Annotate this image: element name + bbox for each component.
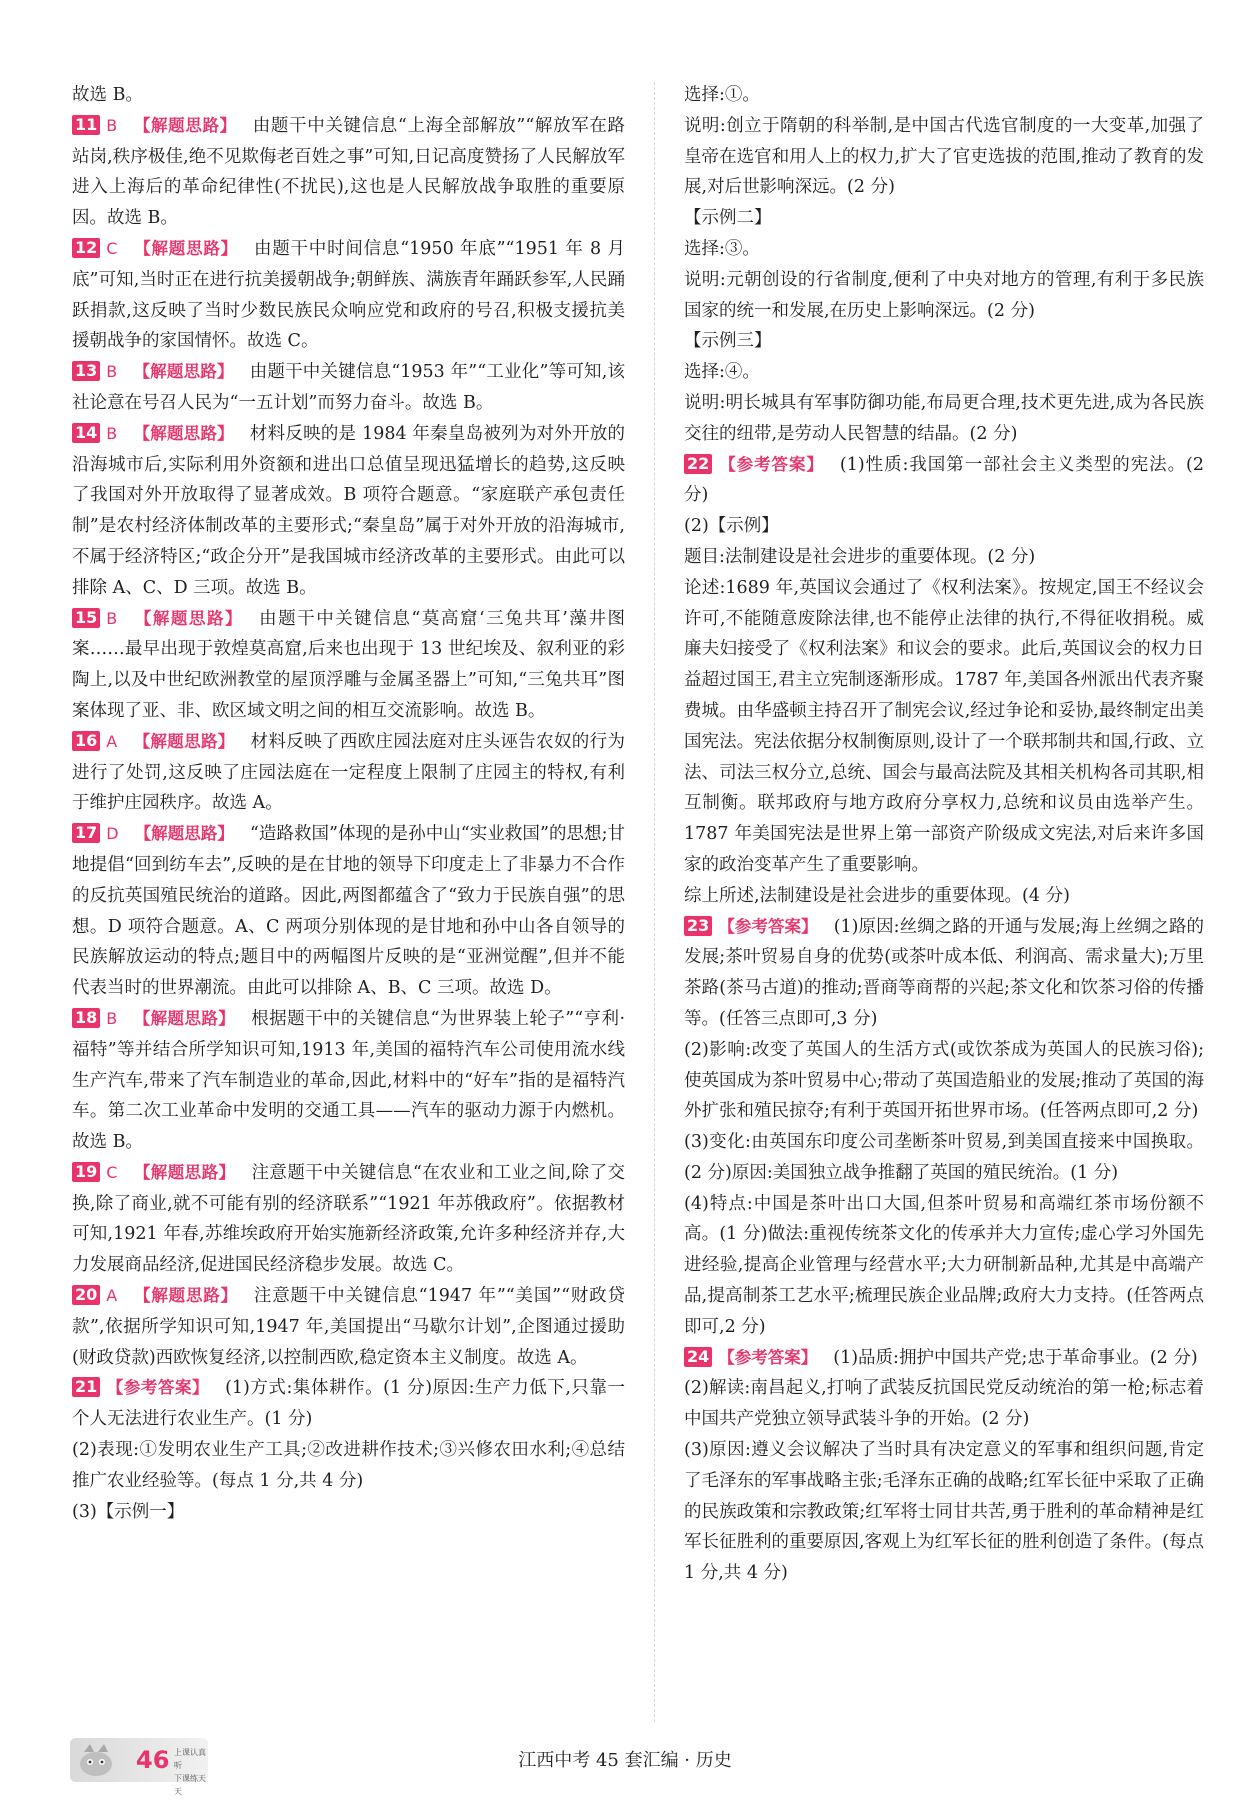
answer-choice: A bbox=[106, 1286, 118, 1306]
answer-choice: B bbox=[106, 423, 118, 443]
question-number: 18 bbox=[72, 1008, 100, 1028]
explanation-text: “造路救国”体现的是孙中山“实业救国”的思想;甘地提倡“回到纺车去”,反映的是在甘地的领导下印度走上了非暴力不合作的反抗英国殖民统治的道路。因此,两图都蕴含了“致力于民族自强”的思想。D 项符合题意。A、C 两项分别体现的是甘地和孙中山各自领导的民族解放运动的特点;题目中的两幅图片反映的是“亚洲觉醒”,但并不能代表当时的世界潮流。由此可以排除 A、B、C 三项。故选 D。 bbox=[72, 824, 626, 999]
answer-choice: D bbox=[106, 824, 119, 844]
answer-line bbox=[72, 80, 625, 111]
answer-choice: C bbox=[106, 238, 118, 258]
section-tag: 【解题思路】 bbox=[133, 238, 238, 258]
explanation-text: 由题干中关键信息“上海全部解放”“解放军在路站岗,秩序极佳,绝不见欺侮老百姓之事”可知,日记高度赞扬了人民解放军进入上海后的革命纪律性(不扰民),这也是人民解放战争取胜的重要原因。故选 B。 bbox=[72, 115, 625, 229]
page-slogan: 上课认真听 下课练天天 bbox=[174, 1748, 206, 1796]
explanation-text: 材料反映了西欧庄园法庭对庄头诬告农奴的行为进行了处罚,这反映了庄园法庭在一定程度上限制了庄园主的特权,有利于维护庄园秩序。故选 A。 bbox=[72, 731, 625, 814]
left-column bbox=[72, 80, 625, 1527]
answer-line: 论述:1689 年,英国议会通过了《权利法案》。按规定,国王不经议会许可,不能随意废除法律,也不能停止法律的执行,不得征收捐税。威廉夫妇接受了《权利法案》和议会的要求。此后,英国议会的权力日益超过国王,君主立宪制逐渐形成。1787 年,美国各州派出代表齐聚费城。由华盛顿主持召开了制宪会议,经过争论和妥协,最终制定出美国宪法。宪法依据分权制衡原则,设计了一个联邦制共和国,行政、立法、司法三权分立,总统、国会与最高法院及其相关机构各司其职,相互制衡。联邦政府与地方政府分享权力,总统和议员由选举产生。1787 年美国宪法是世界上第一部资产阶级成文宪法,对后来许多国家的政治变革产生了重要影响。 bbox=[684, 577, 1204, 875]
column-divider bbox=[654, 82, 655, 1722]
answer-line: 说明:创立于隋朝的科举制,是中国古代选官制度的一大变革,加强了皇帝在选官和用人上的权力,扩大了官吏选拔的范围,推动了教育的发展,对后世影响深远。(2 分) bbox=[684, 115, 1204, 198]
answer-line: (2)表现:①发明农业生产工具;②改进耕作技术;③兴修农田水利;④总结推广农业经验等。(每点 1 分,共 4 分) bbox=[72, 1440, 625, 1491]
explanation-text: (1)品质:拥护中国共产党;忠于革命事业。(2 分) bbox=[833, 1347, 1198, 1368]
section-tag: 【解题思路】 bbox=[133, 423, 234, 443]
answer-line: (3)变化:由英国东印度公司垄断茶叶贸易,到美国直接来中国换取。(2 分)原因:美国独立战争推翻了英国的殖民统治。(1 分) bbox=[684, 1132, 1204, 1183]
explanation-text: 根据题干中的关键信息“为世界装上轮子”“亨利·福特”等并结合所学知识可知,1913 年,美国的福特汽车公司使用流水线生产汽车,带来了汽车制造业的革命,因此,材料中的“好车”指的是福特汽车。第二次工业革命中发明的交通工具——汽车的驱动力源于内燃机。故选 B。 bbox=[72, 1008, 626, 1153]
answer-line: 说明:元朝创设的行省制度,便利了中央对地方的管理,有利于多民族国家的统一和发展,在历史上影响深远。(2 分) bbox=[684, 269, 1204, 321]
question-block bbox=[72, 111, 625, 234]
question-block bbox=[684, 450, 1204, 512]
question-number: 17 bbox=[72, 823, 100, 843]
explanation-text: 故选 B。 bbox=[72, 85, 143, 105]
question-block bbox=[72, 1373, 625, 1527]
question-block bbox=[684, 1343, 1204, 1374]
question-block bbox=[72, 1281, 625, 1373]
answer-choice: A bbox=[106, 731, 118, 751]
right-column bbox=[684, 80, 1204, 1589]
answer-line: (2)解读:南昌起义,打响了武装反抗国民党反动统治的第一枪;标志着中国共产党独立领导武装斗争的开始。(2 分) bbox=[684, 1378, 1204, 1430]
page-footer bbox=[0, 1732, 1250, 1796]
section-tag: 【解题思路】 bbox=[133, 1162, 236, 1182]
answer-choice: B bbox=[106, 1008, 118, 1028]
question-number: 11 bbox=[72, 115, 100, 135]
explanation-text: 注意题干中关键信息“在农业和工业之间,除了交换,除了商业,就不可能有别的经济联系”“1921 年苏俄政府”。依据教材可知,1921 年春,苏维埃政府开始实施新经济政策,允许多种经济并存,大力发展商品经济,促进国民经济稳步发展。故选 C。 bbox=[72, 1162, 625, 1276]
question-number: 20 bbox=[72, 1285, 100, 1305]
question-block bbox=[72, 727, 625, 819]
question-block bbox=[72, 357, 625, 419]
question-block bbox=[684, 912, 1204, 1035]
section-tag: 【参考答案】 bbox=[718, 1347, 818, 1367]
question-block bbox=[72, 1004, 625, 1158]
explanation-text: 材料反映的是 1984 年秦皇岛被列为对外开放的沿海城市后,实际利用外资额和进出口总值呈现迅猛增长的趋势,这反映了我国对外开放取得了显著成效。B 项符合题意。“家庭联产承包责任制”是农村经济体制改革的主要形式;“秦皇岛”属于对外开放的沿海城市,不属于经济特区;“政企分开”是我国城市经济改革的主要形式。由此可以排除 A、C、D 三项。故选 B。 bbox=[72, 423, 625, 598]
answer-line: 【示例二】 bbox=[684, 208, 772, 229]
section-tag: 【解题思路】 bbox=[133, 1008, 236, 1028]
section-tag: 【解题思路】 bbox=[133, 731, 235, 751]
explanation-text: 由题干中时间信息“1950 年底”“1951 年 8 月底”可知,当时正在进行抗美援朝战争;朝鲜族、满族青年踊跃参军,人民踊跃捐款,这反映了当时少数民族民众响应党和政府的号召,积极支援抗美援朝战争的家国情怀。故选 C。 bbox=[72, 238, 626, 352]
section-tag: 【解题思路】 bbox=[133, 362, 234, 382]
question-number: 15 bbox=[72, 608, 100, 628]
book-title: 江西中考 45 套汇编 · 历史 bbox=[518, 1750, 732, 1771]
explanation-text: 注意题干中关键信息“1947 年”“美国”“财政贷款”,依据所学知识可知,1947 年,美国提出“马歇尔计划”,企图通过援助(财政贷款)西欧恢复经济,以控制西欧,稳定资本主义制度。故选 A。 bbox=[72, 1286, 625, 1368]
explanation-text: (1)方式:集体耕作。(1 分)原因:生产力低下,只靠一个人无法进行农业生产。(1 分) bbox=[72, 1378, 626, 1430]
answer-line: (2)【示例】 bbox=[684, 516, 779, 537]
answer-line: 题目:法制建设是社会进步的重要体现。(2 分) bbox=[684, 546, 1036, 567]
question-number: 23 bbox=[684, 916, 712, 936]
section-tag: 【参考答案】 bbox=[106, 1378, 210, 1398]
question-block bbox=[72, 234, 625, 357]
answer-line: 选择:③。 bbox=[684, 238, 760, 259]
answer-line: 选择:①。 bbox=[684, 85, 760, 105]
question-block bbox=[72, 1158, 625, 1281]
answer-line: 【示例三】 bbox=[684, 331, 772, 352]
page-number: 46 bbox=[136, 1746, 170, 1774]
answer-line: (3)原因:遵义会议解决了当时具有决定意义的军事和组织问题,肯定了毛泽东的军事战略主张;毛泽东正确的战略;红军长征中采取了正确的民族政策和宗教政策;红军将士同甘共苦,勇于胜利的革命精神是红军长征胜利的重要原因,客观上为红军长征的胜利创造了条件。(每点 1 分,共 4 分) bbox=[684, 1440, 1204, 1584]
question-number: 22 bbox=[684, 454, 712, 474]
explanation-text: (1)原因:丝绸之路的开通与发展;海上丝绸之路的发展;茶叶贸易自身的优势(或茶叶成本低、利润高、需求量大);万里茶路(茶马古道)的推动;晋商等商帮的兴起;茶文化和饮茶习俗的传播等。(任答三点即可,3 分) bbox=[684, 916, 1204, 1029]
section-tag: 【解题思路】 bbox=[133, 1286, 238, 1306]
answer-line: (2)影响:改变了英国人的生活方式(或饮茶成为英国人的民族习俗);使英国成为茶叶贸易中心;带动了英国造船业的发展;推动了英国的海外扩张和殖民掠夺;有利于英国开拓世界市场。(任答两点即可,2 分) bbox=[684, 1039, 1204, 1122]
section-tag: 【解题思路】 bbox=[133, 115, 237, 135]
question-number: 16 bbox=[72, 731, 100, 751]
answer-line: 说明:明长城具有军事防御功能,布局更合理,技术更先进,成为各民族交往的纽带,是劳动人民智慧的结晶。(2 分) bbox=[684, 392, 1204, 444]
answer-choice: B bbox=[106, 362, 118, 382]
answer-line: (4)特点:中国是茶叶出口大国,但茶叶贸易和高端红茶市场份额不高。(1 分)做法:重视传统茶文化的传承并大力宣传;虚心学习外国先进经验,提高企业管理与经营水平;大力研制新品种,尤其是中高端产品,提高制茶工艺水平;梳理民族企业品牌;政府大力支持。(任答两点即可,2 分) bbox=[684, 1193, 1204, 1337]
answer-line: 综上所述,法制建设是社会进步的重要体现。(4 分) bbox=[684, 885, 1070, 906]
question-block bbox=[72, 819, 625, 1004]
answer-choice: B bbox=[106, 115, 118, 135]
question-block bbox=[72, 604, 625, 727]
answer-line: 选择:④。 bbox=[684, 362, 760, 383]
section-tag: 【解题思路】 bbox=[133, 608, 244, 628]
question-number: 14 bbox=[72, 423, 100, 443]
question-number: 12 bbox=[72, 238, 100, 258]
explanation-text: 由题干中关键信息“莫高窟‘三兔共耳’藻井图案……最早出现于敦煌莫高窟,后来也出现于 13 世纪埃及、叙利亚的彩陶上,以及中世纪欧洲教堂的屋顶浮雕与金属圣器上”可知,“三兔共耳”图案体现了亚、非、欧区域文明之间的相互交流影响。故选 B。 bbox=[72, 608, 626, 721]
question-number: 24 bbox=[684, 1347, 712, 1367]
question-number: 21 bbox=[72, 1377, 100, 1397]
answer-choice: B bbox=[106, 608, 118, 628]
answer-line: (3)【示例一】 bbox=[72, 1501, 185, 1522]
explanation-text: (1)性质:我国第一部社会主义类型的宪法。(2 分) bbox=[684, 454, 1204, 506]
question-number: 19 bbox=[72, 1162, 100, 1182]
answer-choice: C bbox=[106, 1162, 118, 1182]
section-tag: 【参考答案】 bbox=[718, 916, 818, 936]
section-tag: 【解题思路】 bbox=[134, 824, 234, 844]
question-block bbox=[72, 419, 625, 604]
section-tag: 【参考答案】 bbox=[718, 454, 824, 474]
explanation-text: 由题干中关键信息“1953 年”“工业化”等可知,该社论意在号召人民为“一五计划”而努力奋斗。故选 B。 bbox=[72, 362, 626, 413]
question-number: 13 bbox=[72, 361, 100, 381]
